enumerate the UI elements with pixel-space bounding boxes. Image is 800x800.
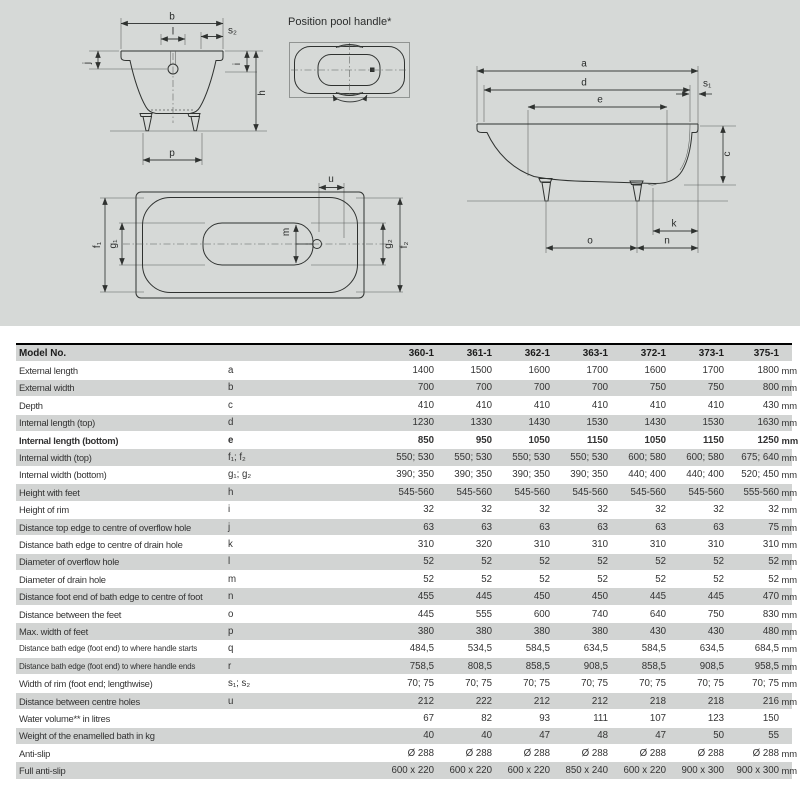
row-value: 32: [423, 504, 434, 516]
row-value: 107: [649, 712, 666, 724]
row-value: 600 x 220: [391, 765, 434, 777]
spec-row: [16, 554, 798, 571]
row-value: 75: [768, 521, 779, 533]
row-value: 440; 400: [686, 469, 724, 481]
row-value: 550; 530: [570, 452, 608, 464]
row-label: Height with feet: [19, 486, 80, 498]
row-symbol: p: [228, 625, 234, 637]
spec-row: [16, 467, 798, 484]
row-value: 1430: [528, 417, 550, 429]
row-value: 380: [417, 625, 434, 637]
row-value: 750: [649, 382, 666, 394]
row-value: 410: [591, 399, 608, 411]
row-label: External width: [19, 382, 75, 394]
dim-label-d: d: [581, 77, 587, 89]
row-label: Anti-slip: [19, 747, 51, 759]
row-value: 550; 530: [454, 452, 492, 464]
row-value: Ø 288: [752, 747, 779, 759]
row-value: 684,5: [754, 643, 779, 655]
spec-row: [16, 571, 798, 588]
row-value: 850: [417, 434, 434, 446]
row-value: 1700: [702, 365, 724, 377]
row-value: 850 x 240: [565, 765, 608, 777]
row-value: 545-560: [514, 486, 550, 498]
row-label: Internal width (bottom): [19, 469, 107, 481]
row-unit: mm: [781, 747, 798, 759]
row-value: 390; 350: [512, 469, 550, 481]
row-value: 222: [475, 695, 492, 707]
row-value: 390; 350: [454, 469, 492, 481]
row-label: Distance foot end of bath edge to centre of foot: [19, 591, 203, 603]
row-value: 900 x 300: [736, 765, 779, 777]
dim-label-i: i: [232, 62, 243, 66]
model-column-header: 360-1: [408, 347, 434, 359]
dim-label-j: j: [82, 61, 93, 65]
model-column-header: 375-1: [753, 347, 779, 359]
spec-row: [16, 519, 798, 536]
row-unit: mm: [781, 521, 798, 533]
row-label: Distance between the feet: [19, 608, 122, 620]
row-symbol: f₁; f₂: [228, 452, 246, 464]
spec-row: [16, 588, 798, 605]
row-value: 380: [475, 625, 492, 637]
row-value: 70; 75: [639, 678, 666, 690]
row-value: 534,5: [467, 643, 492, 655]
row-value: 430: [649, 625, 666, 637]
row-value: 1330: [470, 417, 492, 429]
spec-row: [16, 502, 798, 519]
row-value: 310: [707, 538, 724, 550]
row-value: Ø 288: [523, 747, 550, 759]
row-value: 758,5: [409, 660, 434, 672]
row-value: 430: [707, 625, 724, 637]
row-value: 600 x 220: [623, 765, 666, 777]
row-value: 32: [539, 504, 550, 516]
row-value: 1530: [702, 417, 724, 429]
pool-handle-note: [288, 16, 448, 109]
row-value: 32: [768, 504, 779, 516]
row-value: 1050: [528, 434, 550, 446]
row-value: 123: [707, 712, 724, 724]
row-unit: mm: [781, 538, 798, 550]
dim-label-g1: g₁: [108, 239, 119, 249]
row-label: Distance bath edge to centre of drain hole: [19, 538, 183, 550]
dim-label-m: m: [281, 227, 292, 237]
row-value: 212: [591, 695, 608, 707]
row-value: 32: [481, 504, 492, 516]
end-view-diagram: [82, 5, 290, 173]
row-value: Ø 288: [407, 747, 434, 759]
spec-row: [16, 536, 798, 553]
row-value: 93: [539, 712, 550, 724]
dim-label-f1: f₁: [92, 241, 103, 249]
row-label: Distance top edge to centre of overflow hole: [19, 521, 191, 533]
dim-label-l: l: [171, 26, 175, 38]
row-value: 600 x 220: [507, 765, 550, 777]
row-value: 67: [423, 712, 434, 724]
row-symbol: h: [228, 486, 234, 498]
row-value: 310: [591, 538, 608, 550]
spec-row: [16, 484, 798, 501]
row-symbol: m: [228, 573, 237, 585]
row-unit: mm: [781, 643, 798, 655]
row-value: 52: [655, 573, 666, 585]
row-value: 480: [762, 625, 779, 637]
row-value: 900 x 300: [681, 765, 724, 777]
row-value: 40: [481, 730, 492, 742]
row-value: 390; 350: [396, 469, 434, 481]
row-unit: mm: [781, 678, 798, 690]
row-value: 150: [762, 712, 779, 724]
row-value: 545-560: [398, 486, 434, 498]
row-unit: mm: [781, 765, 798, 777]
row-value: 1430: [644, 417, 666, 429]
row-value: 63: [597, 521, 608, 533]
row-symbol: n: [228, 591, 234, 603]
row-value: 52: [539, 573, 550, 585]
row-value: 750: [707, 382, 724, 394]
row-unit: mm: [781, 504, 798, 516]
row-unit: mm: [781, 486, 798, 498]
row-value: 111: [593, 712, 608, 724]
spec-row: [16, 745, 798, 762]
spec-row: [16, 397, 798, 414]
spec-row: [16, 728, 792, 745]
row-value: 310: [762, 538, 779, 550]
row-unit: mm: [781, 573, 798, 585]
row-value: 70; 75: [752, 678, 779, 690]
row-value: 52: [481, 556, 492, 568]
row-symbol: i: [228, 504, 231, 516]
row-value: 52: [597, 556, 608, 568]
row-value: 584,5: [525, 643, 550, 655]
row-value: 410: [533, 399, 550, 411]
row-value: 52: [539, 556, 550, 568]
row-label: Distance between centre holes: [19, 695, 140, 707]
spec-row: [16, 415, 798, 432]
row-label: Diameter of overflow hole: [19, 556, 120, 568]
row-value: 52: [768, 573, 779, 585]
spec-row: [16, 710, 792, 727]
row-value: 700: [417, 382, 434, 394]
row-value: 55: [768, 730, 779, 742]
row-value: 750: [707, 608, 724, 620]
table-header-label: Model No.: [19, 347, 67, 359]
row-value: 430: [762, 399, 779, 411]
row-value: 445: [707, 591, 724, 603]
row-label: Weight of the enamelled bath in kg: [19, 730, 155, 742]
row-value: 70; 75: [523, 678, 550, 690]
row-unit: mm: [781, 399, 798, 411]
row-value: 545-560: [572, 486, 608, 498]
row-value: 218: [649, 695, 666, 707]
dim-label-p: p: [169, 148, 175, 159]
row-value: 70; 75: [697, 678, 724, 690]
spec-row: [16, 380, 798, 397]
row-label: Width of rim (foot end; lengthwise): [19, 678, 153, 690]
row-value: 410: [707, 399, 724, 411]
row-label: Internal length (bottom): [19, 434, 119, 446]
dim-label-s1: s₁: [703, 78, 712, 90]
spec-row: [16, 362, 798, 379]
row-value: 830: [762, 608, 779, 620]
row-unit: mm: [781, 417, 798, 429]
row-value: 445: [417, 608, 434, 620]
row-value: 950: [475, 434, 492, 446]
row-value: 440; 400: [628, 469, 666, 481]
dim-label-u: u: [328, 174, 334, 185]
row-value: 216: [762, 695, 779, 707]
row-value: 1800: [757, 365, 779, 377]
dim-label-b: b: [169, 11, 175, 23]
row-value: 700: [591, 382, 608, 394]
row-symbol: c: [228, 399, 233, 411]
row-value: 410: [649, 399, 666, 411]
row-value: 47: [539, 730, 550, 742]
model-column-header: 361-1: [466, 347, 492, 359]
row-value: 52: [713, 556, 724, 568]
row-unit: mm: [781, 382, 798, 394]
row-value: 600; 580: [686, 452, 724, 464]
row-unit: mm: [781, 556, 798, 568]
spec-row: [16, 658, 798, 675]
row-label: External length: [19, 365, 78, 377]
row-value: 808,5: [467, 660, 492, 672]
row-value: 63: [713, 521, 724, 533]
row-value: 634,5: [583, 643, 608, 655]
row-label: Diameter of drain hole: [19, 573, 106, 585]
row-value: 52: [768, 556, 779, 568]
row-label: Max. width of feet: [19, 625, 88, 637]
row-value: 858,5: [525, 660, 550, 672]
dim-label-s2: s₂: [228, 25, 237, 37]
row-value: 52: [481, 573, 492, 585]
dim-label-n: n: [664, 235, 670, 247]
row-value: 1500: [470, 365, 492, 377]
model-column-header: 373-1: [698, 347, 724, 359]
row-unit: mm: [781, 695, 798, 707]
table-header-row: [16, 345, 792, 362]
row-value: Ø 288: [581, 747, 608, 759]
row-value: 600: [533, 608, 550, 620]
row-value: 410: [475, 399, 492, 411]
row-value: 555: [475, 608, 492, 620]
row-value: 63: [655, 521, 666, 533]
model-column-header: 362-1: [524, 347, 550, 359]
row-value: 800: [762, 382, 779, 394]
pool-handle-diagram: [288, 41, 412, 109]
row-value: 63: [481, 521, 492, 533]
row-value: 555-560: [743, 486, 779, 498]
row-unit: mm: [781, 660, 798, 672]
row-symbol: g₁; g₂: [228, 469, 252, 481]
row-value: 958,5: [754, 660, 779, 672]
spec-row: [16, 641, 798, 658]
row-value: 52: [423, 556, 434, 568]
row-value: 1150: [702, 434, 724, 446]
row-label: Depth: [19, 399, 43, 411]
row-value: 310: [533, 538, 550, 550]
row-symbol: k: [228, 538, 233, 550]
row-label: Height of rim: [19, 504, 69, 516]
dim-label-o: o: [587, 235, 593, 247]
row-value: 1050: [644, 434, 666, 446]
row-value: 584,5: [641, 643, 666, 655]
row-value: 600; 580: [628, 452, 666, 464]
row-value: 218: [707, 695, 724, 707]
row-value: 50: [713, 730, 724, 742]
row-value: 32: [597, 504, 608, 516]
row-value: 1600: [528, 365, 550, 377]
spec-row: [16, 693, 798, 710]
row-value: Ø 288: [697, 747, 724, 759]
row-value: 908,5: [583, 660, 608, 672]
row-value: 450: [591, 591, 608, 603]
row-value: 445: [475, 591, 492, 603]
row-label: Water volume** in litres: [19, 712, 111, 724]
row-value: 48: [597, 730, 608, 742]
row-value: 1600: [644, 365, 666, 377]
row-label: Full anti-slip: [19, 765, 66, 777]
model-column-header: 372-1: [640, 347, 666, 359]
row-value: 634,5: [699, 643, 724, 655]
row-unit: mm: [781, 365, 798, 377]
row-value: 32: [713, 504, 724, 516]
row-symbol: a: [228, 365, 234, 377]
row-label: Internal width (top): [19, 452, 92, 464]
row-symbol: u: [228, 695, 234, 707]
row-symbol: q: [228, 643, 234, 655]
row-value: 410: [417, 399, 434, 411]
row-label: Distance bath edge (foot end) to where handle starts: [19, 644, 198, 654]
row-value: 32: [655, 504, 666, 516]
row-value: 484,5: [409, 643, 434, 655]
row-value: 1230: [412, 417, 434, 429]
spec-row: [16, 675, 798, 692]
row-value: 545-560: [688, 486, 724, 498]
row-value: 40: [423, 730, 434, 742]
row-value: 700: [475, 382, 492, 394]
row-value: 550; 530: [512, 452, 550, 464]
row-value: 380: [533, 625, 550, 637]
row-value: 450: [533, 591, 550, 603]
row-value: 600 x 220: [449, 765, 492, 777]
dim-label-k: k: [671, 218, 677, 230]
row-value: 470: [762, 591, 779, 603]
row-value: 740: [591, 608, 608, 620]
row-value: 212: [417, 695, 434, 707]
row-value: 52: [597, 573, 608, 585]
row-value: 520; 450: [741, 469, 779, 481]
row-value: 1150: [586, 434, 608, 446]
spec-row: [16, 762, 798, 779]
row-symbol: s₁; s₂: [228, 678, 251, 690]
row-value: 640: [649, 608, 666, 620]
row-value: 63: [539, 521, 550, 533]
row-value: 455: [417, 591, 434, 603]
row-value: Ø 288: [465, 747, 492, 759]
row-unit: mm: [781, 452, 798, 464]
row-value: 310: [649, 538, 666, 550]
row-value: 1250: [757, 434, 779, 446]
row-value: 52: [423, 573, 434, 585]
row-value: 47: [655, 730, 666, 742]
spec-row: [16, 449, 798, 466]
spec-table: [16, 343, 799, 780]
dim-label-c: c: [722, 151, 733, 157]
diagram-panel: [0, 0, 800, 326]
row-symbol: r: [228, 660, 232, 672]
row-value: 70; 75: [581, 678, 608, 690]
row-value: 908,5: [699, 660, 724, 672]
row-unit: mm: [781, 591, 798, 603]
row-value: 310: [417, 538, 434, 550]
row-symbol: l: [228, 556, 231, 568]
row-value: 675; 640: [741, 452, 779, 464]
row-value: 52: [713, 573, 724, 585]
spec-row: [16, 606, 798, 623]
row-value: 1630: [757, 417, 779, 429]
row-unit: mm: [781, 469, 798, 481]
row-value: 1400: [412, 365, 434, 377]
spec-row: [16, 623, 798, 640]
spec-row: [16, 432, 799, 449]
row-value: 1700: [586, 365, 608, 377]
row-unit: mm: [781, 434, 799, 446]
plan-view-diagram: [92, 168, 415, 310]
dim-label-g2: g₂: [383, 239, 394, 249]
row-value: 545-560: [456, 486, 492, 498]
model-column-header: 363-1: [582, 347, 608, 359]
row-symbol: b: [228, 382, 234, 394]
row-value: 320: [475, 538, 492, 550]
row-value: 545-560: [630, 486, 666, 498]
row-label: Internal length (top): [19, 417, 96, 429]
row-symbol: j: [228, 521, 231, 533]
row-value: 70; 75: [407, 678, 434, 690]
row-symbol: e: [228, 434, 234, 446]
row-value: Ø 288: [639, 747, 666, 759]
pool-handle-title: Position pool handle*: [288, 16, 392, 28]
row-unit: mm: [781, 625, 798, 637]
row-value: 70; 75: [465, 678, 492, 690]
row-value: 212: [533, 695, 550, 707]
row-unit: mm: [781, 608, 798, 620]
dim-label-h: h: [257, 90, 268, 96]
row-value: 550; 530: [396, 452, 434, 464]
row-value: 858,5: [641, 660, 666, 672]
row-value: 82: [481, 712, 492, 724]
dim-label-e: e: [597, 94, 603, 106]
row-value: 63: [423, 521, 434, 533]
row-value: 1530: [586, 417, 608, 429]
row-symbol: o: [228, 608, 234, 620]
row-value: 445: [649, 591, 666, 603]
row-value: 700: [533, 382, 550, 394]
row-symbol: d: [228, 417, 234, 429]
row-value: 390; 350: [570, 469, 608, 481]
dim-label-a: a: [581, 58, 587, 70]
dim-label-f2: f₂: [399, 241, 410, 249]
row-value: 380: [591, 625, 608, 637]
side-view-diagram: [462, 50, 792, 255]
row-value: 52: [655, 556, 666, 568]
row-label: Distance bath edge (foot end) to where handle ends: [19, 661, 196, 671]
